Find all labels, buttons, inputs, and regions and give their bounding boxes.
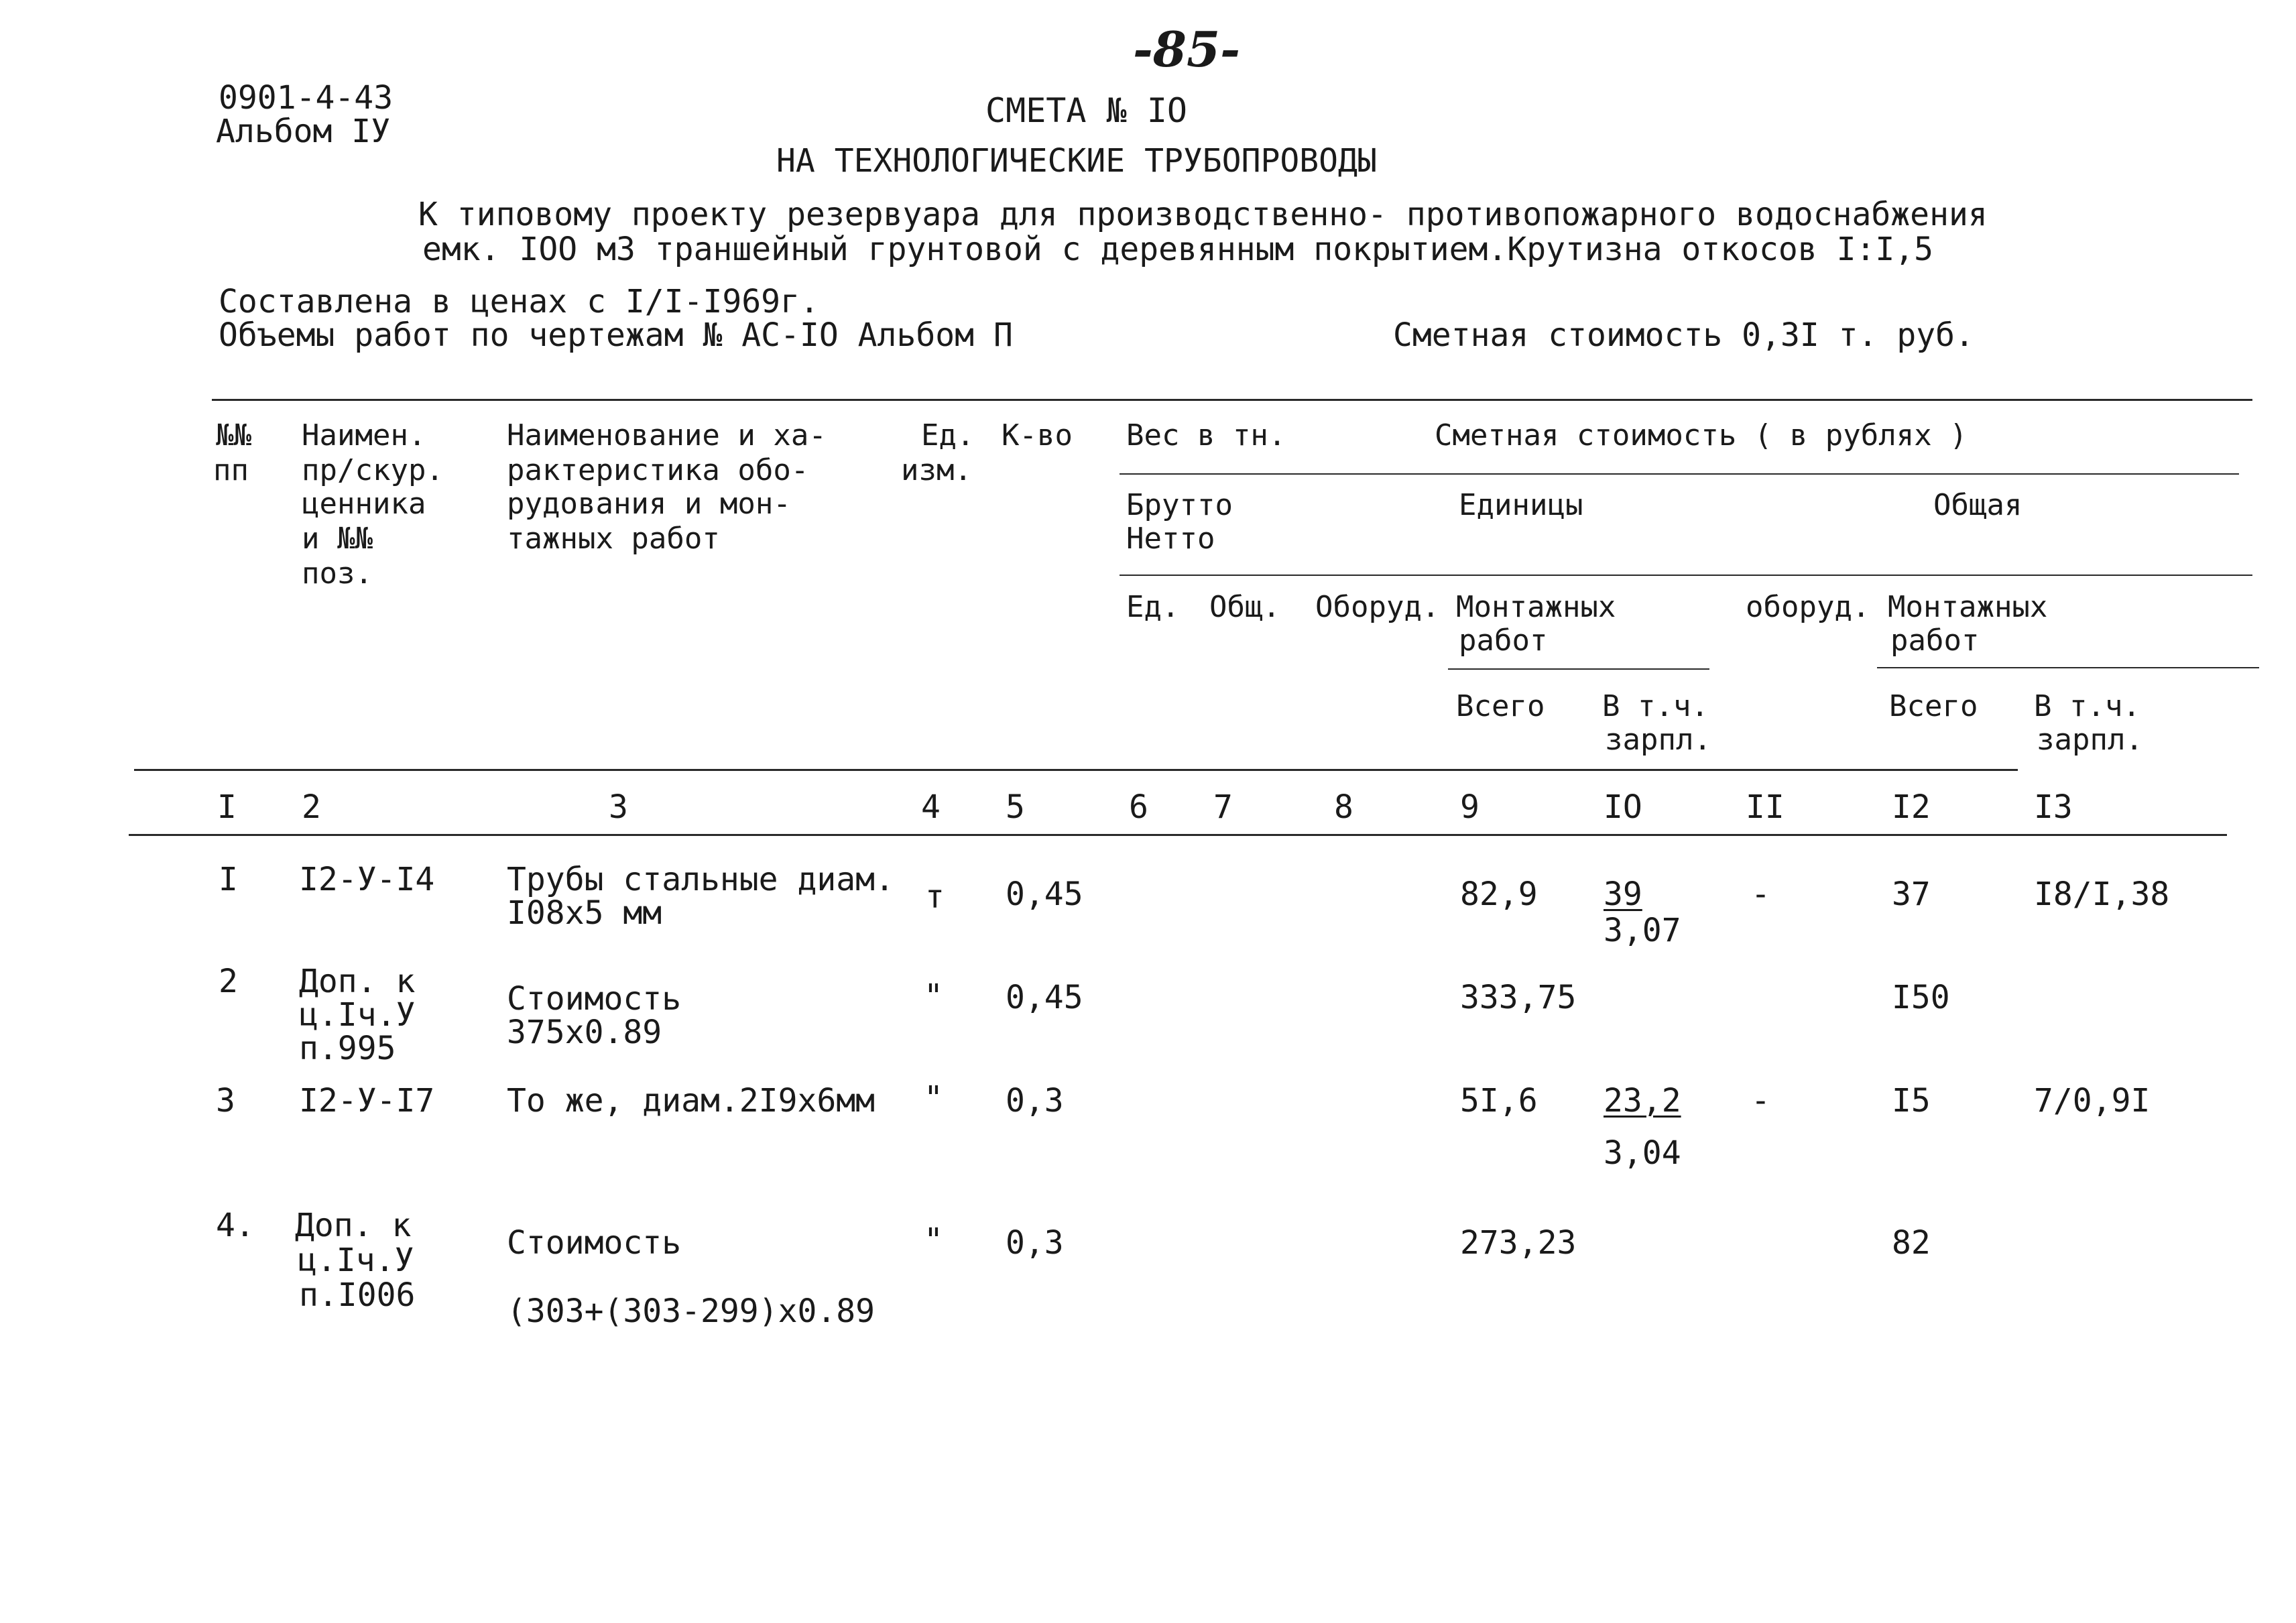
colnum-9: 9 [1460, 788, 1479, 826]
row3-unit: " [924, 1079, 943, 1117]
colnum-bottom-rule [129, 834, 2227, 836]
row2-code-line3: п.995 [299, 1030, 396, 1067]
header-weight-total: Общ. [1209, 590, 1280, 624]
colnum-12: I2 [1892, 788, 1931, 826]
colnum-11: II [1746, 788, 1785, 826]
header-mount-unit-line1: Монтажных [1456, 590, 1616, 624]
row3-c10-top: 23,2 [1604, 1082, 1681, 1120]
header-total-cost: Общая [1933, 488, 2022, 522]
row4-name-line1: Стоимость [507, 1224, 682, 1262]
row1-c10-bottom: 3,07 [1604, 912, 1681, 949]
header-name-line2: рактеристика обо- [507, 453, 809, 487]
row4-code-line2: ц.Iч.У [298, 1242, 414, 1279]
rule-under-mount-unit [1448, 668, 1709, 670]
row1-c11: - [1751, 876, 1770, 913]
row2-c12: I50 [1892, 979, 1950, 1016]
row3-code: I2-У-I7 [299, 1082, 435, 1120]
subtitle-line-2: емк. IOO мЗ траншейный грунтовой с деревянным покрытием.Крутизна откосов I:I,5 [422, 231, 1934, 268]
row4-c9: 273,23 [1460, 1224, 1577, 1262]
header-weight-unit: Ед. [1126, 590, 1180, 624]
header-unit-line2: изм. [901, 453, 972, 487]
row1-unit: т [925, 878, 945, 916]
row3-c10-bottom: 3,04 [1604, 1134, 1681, 1172]
row1-c10-top: 39 [1604, 876, 1642, 913]
row1-c12: 37 [1892, 876, 1931, 913]
header-code-line5: поз. [302, 556, 373, 591]
header-wage-unit-line1: В т.ч. [1602, 689, 1709, 723]
header-num-line2: пп [213, 453, 249, 487]
row3-c12: I5 [1892, 1082, 1931, 1120]
album-label: Альбом IУ [216, 113, 391, 150]
row3-c11: - [1751, 1082, 1770, 1120]
header-num-line1: №№ [216, 418, 251, 453]
row2-num: 2 [219, 963, 238, 1000]
header-code-line2: пр/скур. [302, 453, 444, 487]
colnum-13: I3 [2034, 788, 2073, 826]
header-equip-unit: Оборуд. [1315, 590, 1440, 624]
colnum-8: 8 [1334, 788, 1353, 826]
header-name-line4: тажных работ [507, 522, 720, 556]
row3-name: То же, диам.2I9x6мм [507, 1082, 875, 1120]
colnum-1: I [217, 788, 237, 826]
header-code-line1: Наимен. [302, 418, 426, 453]
header-total-total: Всего [1889, 689, 1978, 723]
header-code-line3: ценника [302, 487, 426, 521]
row3-qty: 0,3 [1006, 1082, 1064, 1120]
table-top-rule [212, 399, 2252, 401]
subtitle-line-1: К типовому проекту резервуара для производственно- противопожарного водоснабжения [418, 196, 1988, 233]
header-wage-unit-line2: зарпл. [1605, 723, 1711, 757]
row1-code: I2-У-I4 [299, 861, 435, 898]
colnum-4: 4 [921, 788, 941, 826]
header-net: Нетто [1126, 522, 1215, 556]
colnum-3: 3 [609, 788, 628, 826]
header-mount-unit-line2: работ [1459, 623, 1548, 658]
row1-name-line1: Трубы стальные диам. [507, 861, 894, 898]
title-pipelines: НА ТЕХНОЛОГИЧЕСКИЕ ТРУБОПРОВОДЫ [776, 142, 1377, 180]
header-mount-total-line2: работ [1890, 623, 1980, 658]
row1-qty: 0,45 [1006, 876, 1083, 913]
header-cost: Сметная стоимость ( в рублях ) [1435, 418, 1968, 453]
row3-c13: 7/0,9I [2034, 1082, 2151, 1120]
estimate-cost: Сметная стоимость 0,3I т. руб. [1393, 316, 1974, 354]
header-weight: Вес в тн. [1126, 418, 1286, 453]
row4-c12: 82 [1892, 1224, 1931, 1262]
header-equip-total: оборуд. [1746, 590, 1870, 624]
colnum-5: 5 [1006, 788, 1025, 826]
row2-code-line2: ц.Iч.У [299, 996, 416, 1034]
row4-qty: 0,3 [1006, 1224, 1064, 1262]
row2-unit: " [924, 977, 943, 1015]
rule-under-cost [1120, 473, 2239, 475]
header-total-unit: Всего [1456, 689, 1545, 723]
colnum-10: IO [1604, 788, 1642, 826]
rule-under-mount-total [1877, 667, 2259, 668]
colnum-2: 2 [302, 788, 321, 826]
row1-num: I [219, 861, 238, 898]
header-unit-cost: Единицы [1459, 488, 1583, 522]
row4-name-line2: (303+(303-299)x0.89 [507, 1293, 875, 1330]
header-qty: К-во [1002, 418, 1073, 453]
row2-qty: 0,45 [1006, 979, 1083, 1016]
header-wage-total-line1: В т.ч. [2034, 689, 2140, 723]
colnum-6: 6 [1129, 788, 1148, 826]
row2-code-line1: Доп. к [299, 963, 416, 1000]
row2-name-line2: 375x0.89 [507, 1014, 662, 1051]
header-code-line4: и №№ [302, 522, 373, 556]
rule-under-weight-unit [1120, 575, 2252, 576]
row3-c9: 5I,6 [1460, 1082, 1538, 1120]
header-name-line3: рудования и мон- [507, 487, 791, 521]
row4-code-line1: Доп. к [295, 1207, 412, 1244]
doc-code: 0901-4-43 [219, 79, 394, 117]
row3-num: 3 [216, 1082, 235, 1120]
header-gross: Брутто [1126, 488, 1233, 522]
prices-line: Составлена в ценах с I/I-I969г. [219, 283, 819, 320]
row4-unit: " [924, 1221, 943, 1259]
header-unit-line1: Ед. [921, 418, 975, 453]
page-number: -85- [1133, 21, 1240, 78]
header-wage-total-line2: зарпл. [2037, 723, 2143, 757]
header-mount-total-line1: Монтажных [1888, 590, 2048, 624]
row2-name-line1: Стоимость [507, 980, 682, 1018]
volumes-line: Объемы работ по чертежам № АС-IO Альбом П [219, 316, 1013, 354]
row4-num: 4. [216, 1207, 255, 1244]
colnum-7: 7 [1213, 788, 1233, 826]
header-bottom-rule [134, 769, 2018, 771]
row1-name-line2: I08x5 мм [507, 894, 662, 932]
header-name-line1: Наименование и ха- [507, 418, 827, 453]
row1-c9: 82,9 [1460, 876, 1538, 913]
row1-c13: I8/I,38 [2034, 876, 2170, 913]
title-estimate: СМЕТА № IO [985, 91, 1188, 130]
row4-code-line3: п.I006 [299, 1276, 416, 1314]
row2-c9: 333,75 [1460, 979, 1577, 1016]
